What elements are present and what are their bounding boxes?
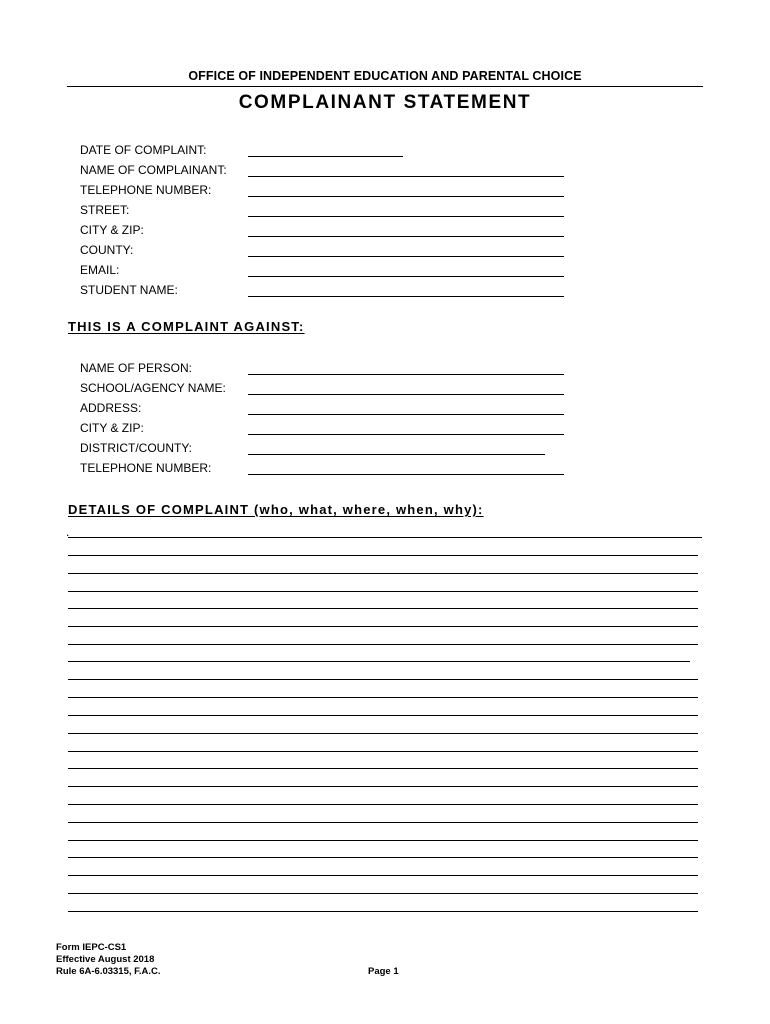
details-line[interactable] — [68, 911, 698, 912]
details-line[interactable] — [68, 804, 698, 805]
details-line[interactable] — [68, 840, 698, 841]
details-line[interactable] — [68, 822, 698, 823]
label-street: STREET: — [80, 203, 130, 217]
name-of-complainant-field[interactable] — [248, 176, 564, 177]
label-district-county: DISTRICT/COUNTY: — [80, 441, 193, 455]
details-line[interactable] — [68, 661, 690, 662]
address-field[interactable] — [248, 414, 564, 415]
label-county: COUNTY: — [80, 243, 134, 257]
rule-reference: Rule 6A-6.03315, F.A.C. — [56, 966, 161, 977]
details-line[interactable] — [68, 768, 698, 769]
student-name-field[interactable] — [248, 296, 564, 297]
details-line[interactable] — [68, 679, 698, 680]
details-line[interactable] — [68, 893, 698, 894]
name-of-person-field[interactable] — [248, 374, 564, 375]
street-field[interactable] — [248, 216, 564, 217]
district-county-field[interactable] — [248, 454, 545, 455]
page-number: Page 1 — [368, 966, 399, 977]
details-line[interactable] — [68, 608, 698, 609]
details-line[interactable] — [68, 555, 698, 556]
label-school-agency-name: SCHOOL/AGENCY NAME: — [80, 381, 226, 395]
details-line[interactable] — [68, 626, 698, 627]
office-name: OFFICE OF INDEPENDENT EDUCATION AND PARENTAL CHOICE — [188, 69, 582, 83]
label-date-of-complaint: DATE OF COMPLAINT: — [80, 143, 207, 157]
label-student-name: STUDENT NAME: — [80, 283, 178, 297]
details-leading-mark: . — [66, 525, 70, 539]
against-telephone-number-field[interactable] — [248, 474, 564, 475]
details-line[interactable] — [68, 573, 698, 574]
email-field[interactable] — [248, 276, 564, 277]
details-line[interactable] — [68, 697, 698, 698]
label-against-city-zip: CITY & ZIP: — [80, 421, 144, 435]
form-title: COMPLAINANT STATEMENT — [238, 92, 532, 113]
details-line[interactable] — [68, 644, 698, 645]
date-of-complaint-field[interactable] — [248, 156, 403, 157]
effective-date: Effective August 2018 — [56, 954, 155, 965]
details-heading: DETAILS OF COMPLAINT (who, what, where, when, why): — [68, 502, 484, 517]
details-line[interactable] — [68, 733, 698, 734]
details-line[interactable] — [68, 857, 698, 858]
details-line[interactable] — [68, 751, 698, 752]
against-city-zip-field[interactable] — [248, 434, 564, 435]
form-footer — [56, 942, 161, 978]
header-divider — [67, 86, 703, 87]
details-line[interactable] — [68, 786, 698, 787]
label-address: ADDRESS: — [80, 401, 142, 415]
details-line[interactable] — [68, 875, 698, 876]
label-city-zip: CITY & ZIP: — [80, 223, 144, 237]
details-line[interactable] — [68, 715, 698, 716]
school-agency-name-field[interactable] — [248, 394, 564, 395]
details-line[interactable] — [68, 591, 698, 592]
county-field[interactable] — [248, 256, 564, 257]
telephone-number-field[interactable] — [248, 196, 564, 197]
label-against-telephone-number: TELEPHONE NUMBER: — [80, 461, 212, 475]
complaint-against-heading: THIS IS A COMPLAINT AGAINST: — [68, 319, 305, 334]
city-zip-field[interactable] — [248, 236, 564, 237]
form-number: Form IEPC-CS1 — [56, 942, 127, 953]
details-line[interactable] — [68, 537, 702, 538]
label-name-of-complainant: NAME OF COMPLAINANT: — [80, 163, 227, 177]
label-name-of-person: NAME OF PERSON: — [80, 361, 193, 375]
label-email: EMAIL: — [80, 263, 120, 277]
label-telephone-number: TELEPHONE NUMBER: — [80, 183, 212, 197]
